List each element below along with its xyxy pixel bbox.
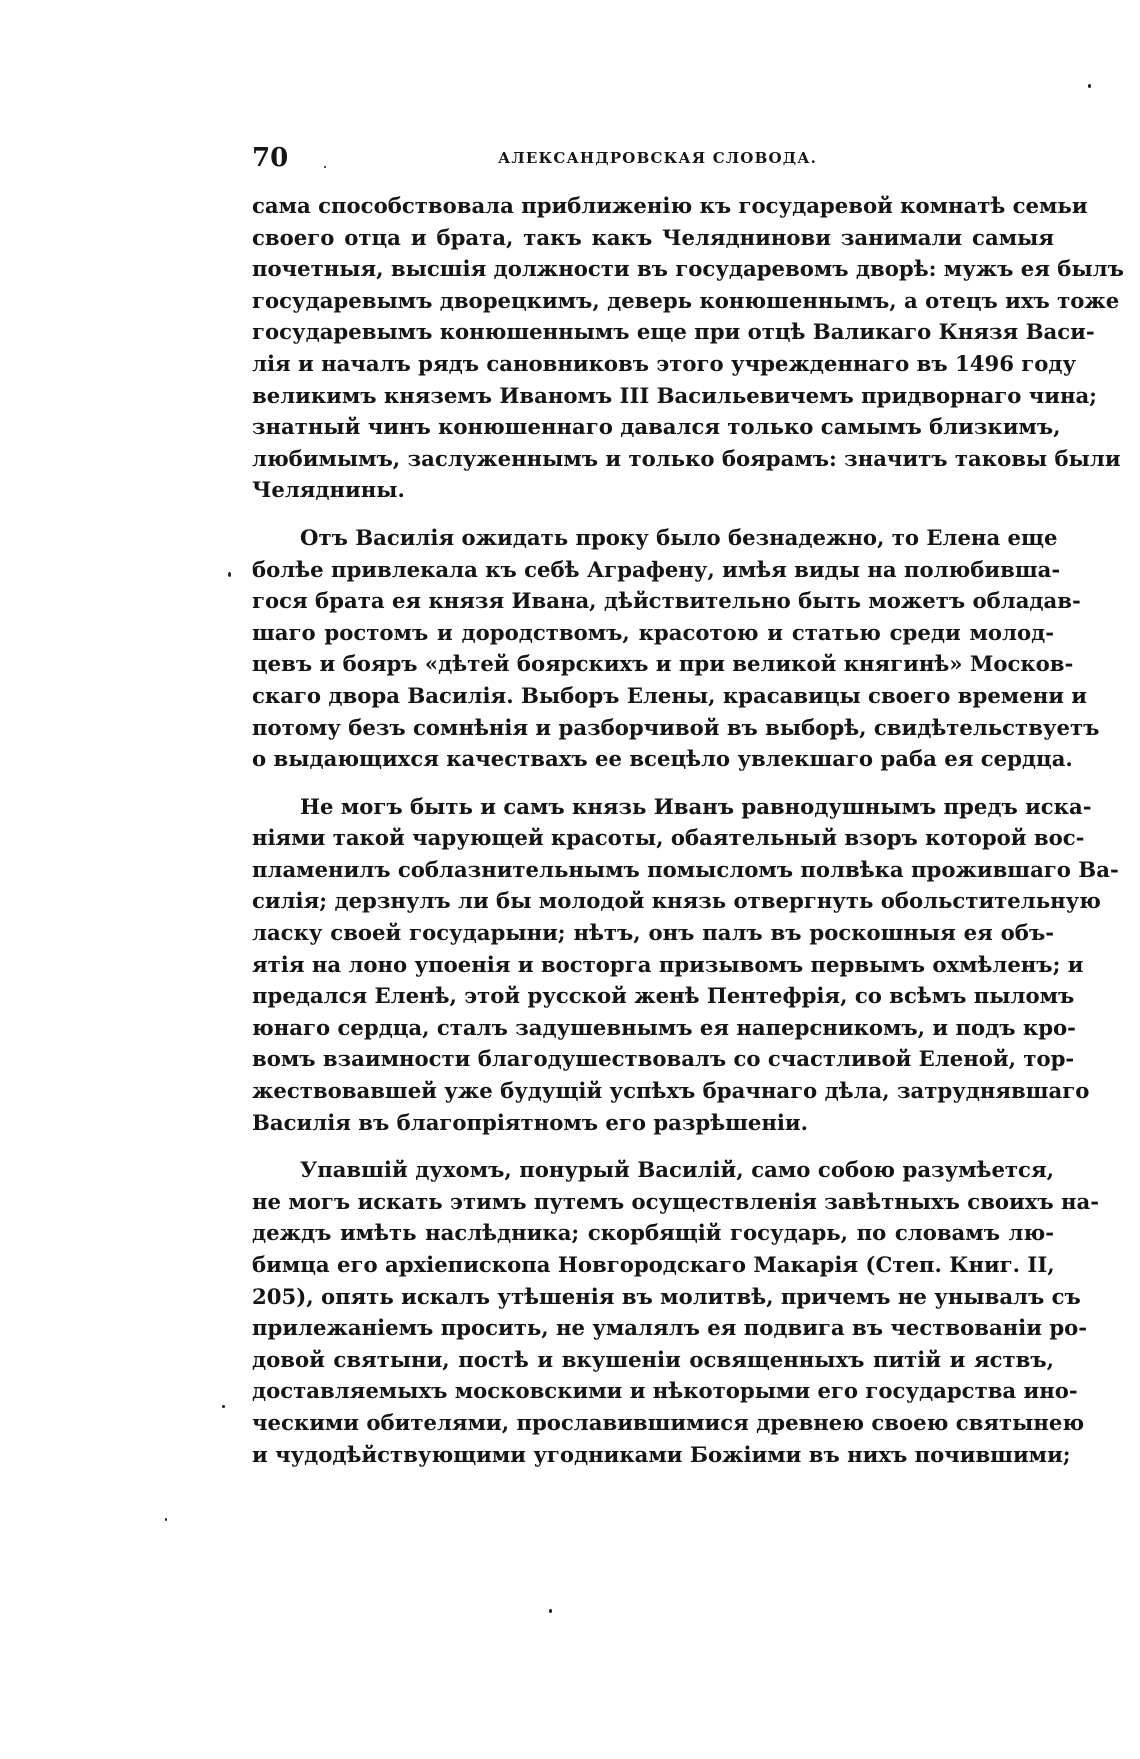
text-line: скаго двора Василія. Выборъ Елены, красавицы своего времени и (252, 682, 1088, 708)
text-line: Челяднины. (252, 477, 405, 503)
page-header (252, 138, 1056, 178)
text-line: Упавшій духомъ, понурый Василій, само собою разумѣется, (300, 1157, 1054, 1183)
scan-speck (324, 166, 326, 168)
text-line: цевъ и бояръ «дѣтей боярскихъ и при великой княгинѣ» Москов- (252, 651, 1074, 677)
text-line: ятія на лоно упоенія и восторга призывомъ первымъ охмѣленъ; и (252, 951, 1084, 977)
text-line: деждъ имѣть наслѣдника; скорбящій государь, по словамъ лю- (252, 1220, 1054, 1246)
paragraph (252, 791, 1119, 1139)
scan-speck (549, 1609, 552, 1613)
text-line: потому безъ сомнѣнія и разборчивой въ выборѣ, свидѣтельствуетъ (252, 714, 1100, 740)
text-line: не могъ искать этимъ путемъ осуществленія завѣтныхъ своихъ на- (252, 1188, 1100, 1214)
scan-speck (1088, 84, 1091, 88)
text-line: пламенилъ соблазнительнымъ помысломъ полвѣка прожившаго Ва- (252, 856, 1119, 882)
text-line: ніями такой чарующей красоты, обаятельный взоръ которой вос- (252, 825, 1085, 851)
paragraph (252, 1154, 1100, 1470)
scan-speck (228, 572, 231, 577)
paragraph (252, 522, 1100, 775)
text-line: довой святыни, постѣ и вкушеніи освященныхъ питій и яствъ, (252, 1346, 1054, 1372)
page-number: 70 (252, 143, 289, 173)
text-line: юнаго сердца, сталъ задушевнымъ ея наперсникомъ, и подъ кро- (252, 1014, 1076, 1040)
text-line: знатный чинъ конюшеннаго давался только самымъ близкимъ, (252, 414, 1061, 440)
text-line: сама способствовала приближенію къ государевой комнатѣ семьи (252, 193, 1088, 218)
scan-speck (222, 1405, 225, 1408)
text-line: и чудодѣйствующими угодниками Божіими въ нихъ почившими; (252, 1441, 1071, 1467)
text-line: гося брата ея князя Ивана, дѣйствительно быть можетъ обладав- (252, 588, 1081, 614)
text-line: прилежаніемъ просить, не умалялъ ея подвига въ чествованіи ро- (252, 1315, 1088, 1341)
text-line: вомъ взаимности благодушествовалъ со счастливой Еленой, тор- (252, 1046, 1075, 1072)
text-line: своего отца и брата, такъ какъ Челяднинови занимали самыя (252, 224, 1054, 250)
text-line: доставляемыхъ московскими и нѣкоторыми его государства ино- (252, 1378, 1078, 1404)
text-line: 205), опять искалъ утѣшенія въ молитвѣ, причемъ не унывалъ съ (252, 1283, 1081, 1309)
text-line: ческими обителями, прославившимися древнею своею святынею (252, 1409, 1085, 1435)
paragraph-spacing (252, 775, 1054, 791)
text-line: государевымъ конюшеннымъ еще при отцѣ Валикаго Князя Васи- (252, 319, 1095, 345)
text-line: жествовавшей уже будущій успѣхъ брачнаго дѣла, затруднявшаго (252, 1078, 1090, 1104)
text-line: предался Еленѣ, этой русской женѣ Пентефрія, со всѣмъ пыломъ (252, 983, 1075, 1009)
body-text (252, 190, 1124, 1470)
text-line: лія и началъ рядъ сановниковъ этого учрежденнаго въ 1496 году (252, 350, 1077, 376)
paragraph (252, 190, 1124, 506)
scan-speck (165, 1518, 167, 1521)
text-line: почетныя, высшія должности въ государевомъ дворѣ: мужъ ея былъ (252, 256, 1124, 282)
text-line: государевымъ дворецкимъ, деверь конюшеннымъ, а отецъ ихъ тоже (252, 287, 1120, 313)
paragraph-spacing (252, 1138, 1054, 1154)
text-line: шаго ростомъ и дородствомъ, красотою и статью среди молод- (252, 619, 1054, 645)
paragraph-spacing (252, 506, 1054, 522)
text-line: бимца его архіепископа Новгородскаго Макарія (Степ. Книг. II, (252, 1252, 1055, 1277)
text-line: Василія въ благопріятномъ его разрѣшеніи. (252, 1109, 809, 1135)
text-line: Отъ Василія ожидать проку было безнадежно, то Елена еще (300, 524, 1058, 550)
running-title: АЛЕКСАНДРОВСКАЯ СЛОВОДА. (498, 149, 818, 167)
text-line: Не могъ быть и самъ князь Иванъ равнодушнымъ предъ иска- (300, 793, 1092, 819)
text-line: болѣе привлекала къ себѣ Аграфену, имѣя виды на полюбивша- (252, 556, 1061, 582)
text-line: о выдающихся качествахъ ее всецѣло увлекшаго раба ея сердца. (252, 746, 1073, 772)
text-line: любимымъ, заслуженнымъ и только боярамъ: значитъ таковы были (252, 445, 1121, 471)
text-line: ласку своей государыни; нѣтъ, онъ палъ въ роскошныя ея объ- (252, 920, 1054, 946)
text-line: великимъ княземъ Иваномъ III Васильевичемъ придворнаго чина; (252, 382, 1097, 408)
text-line: силія; дерзнулъ ли бы молодой князь отвергнуть обольстительную (252, 888, 1101, 914)
